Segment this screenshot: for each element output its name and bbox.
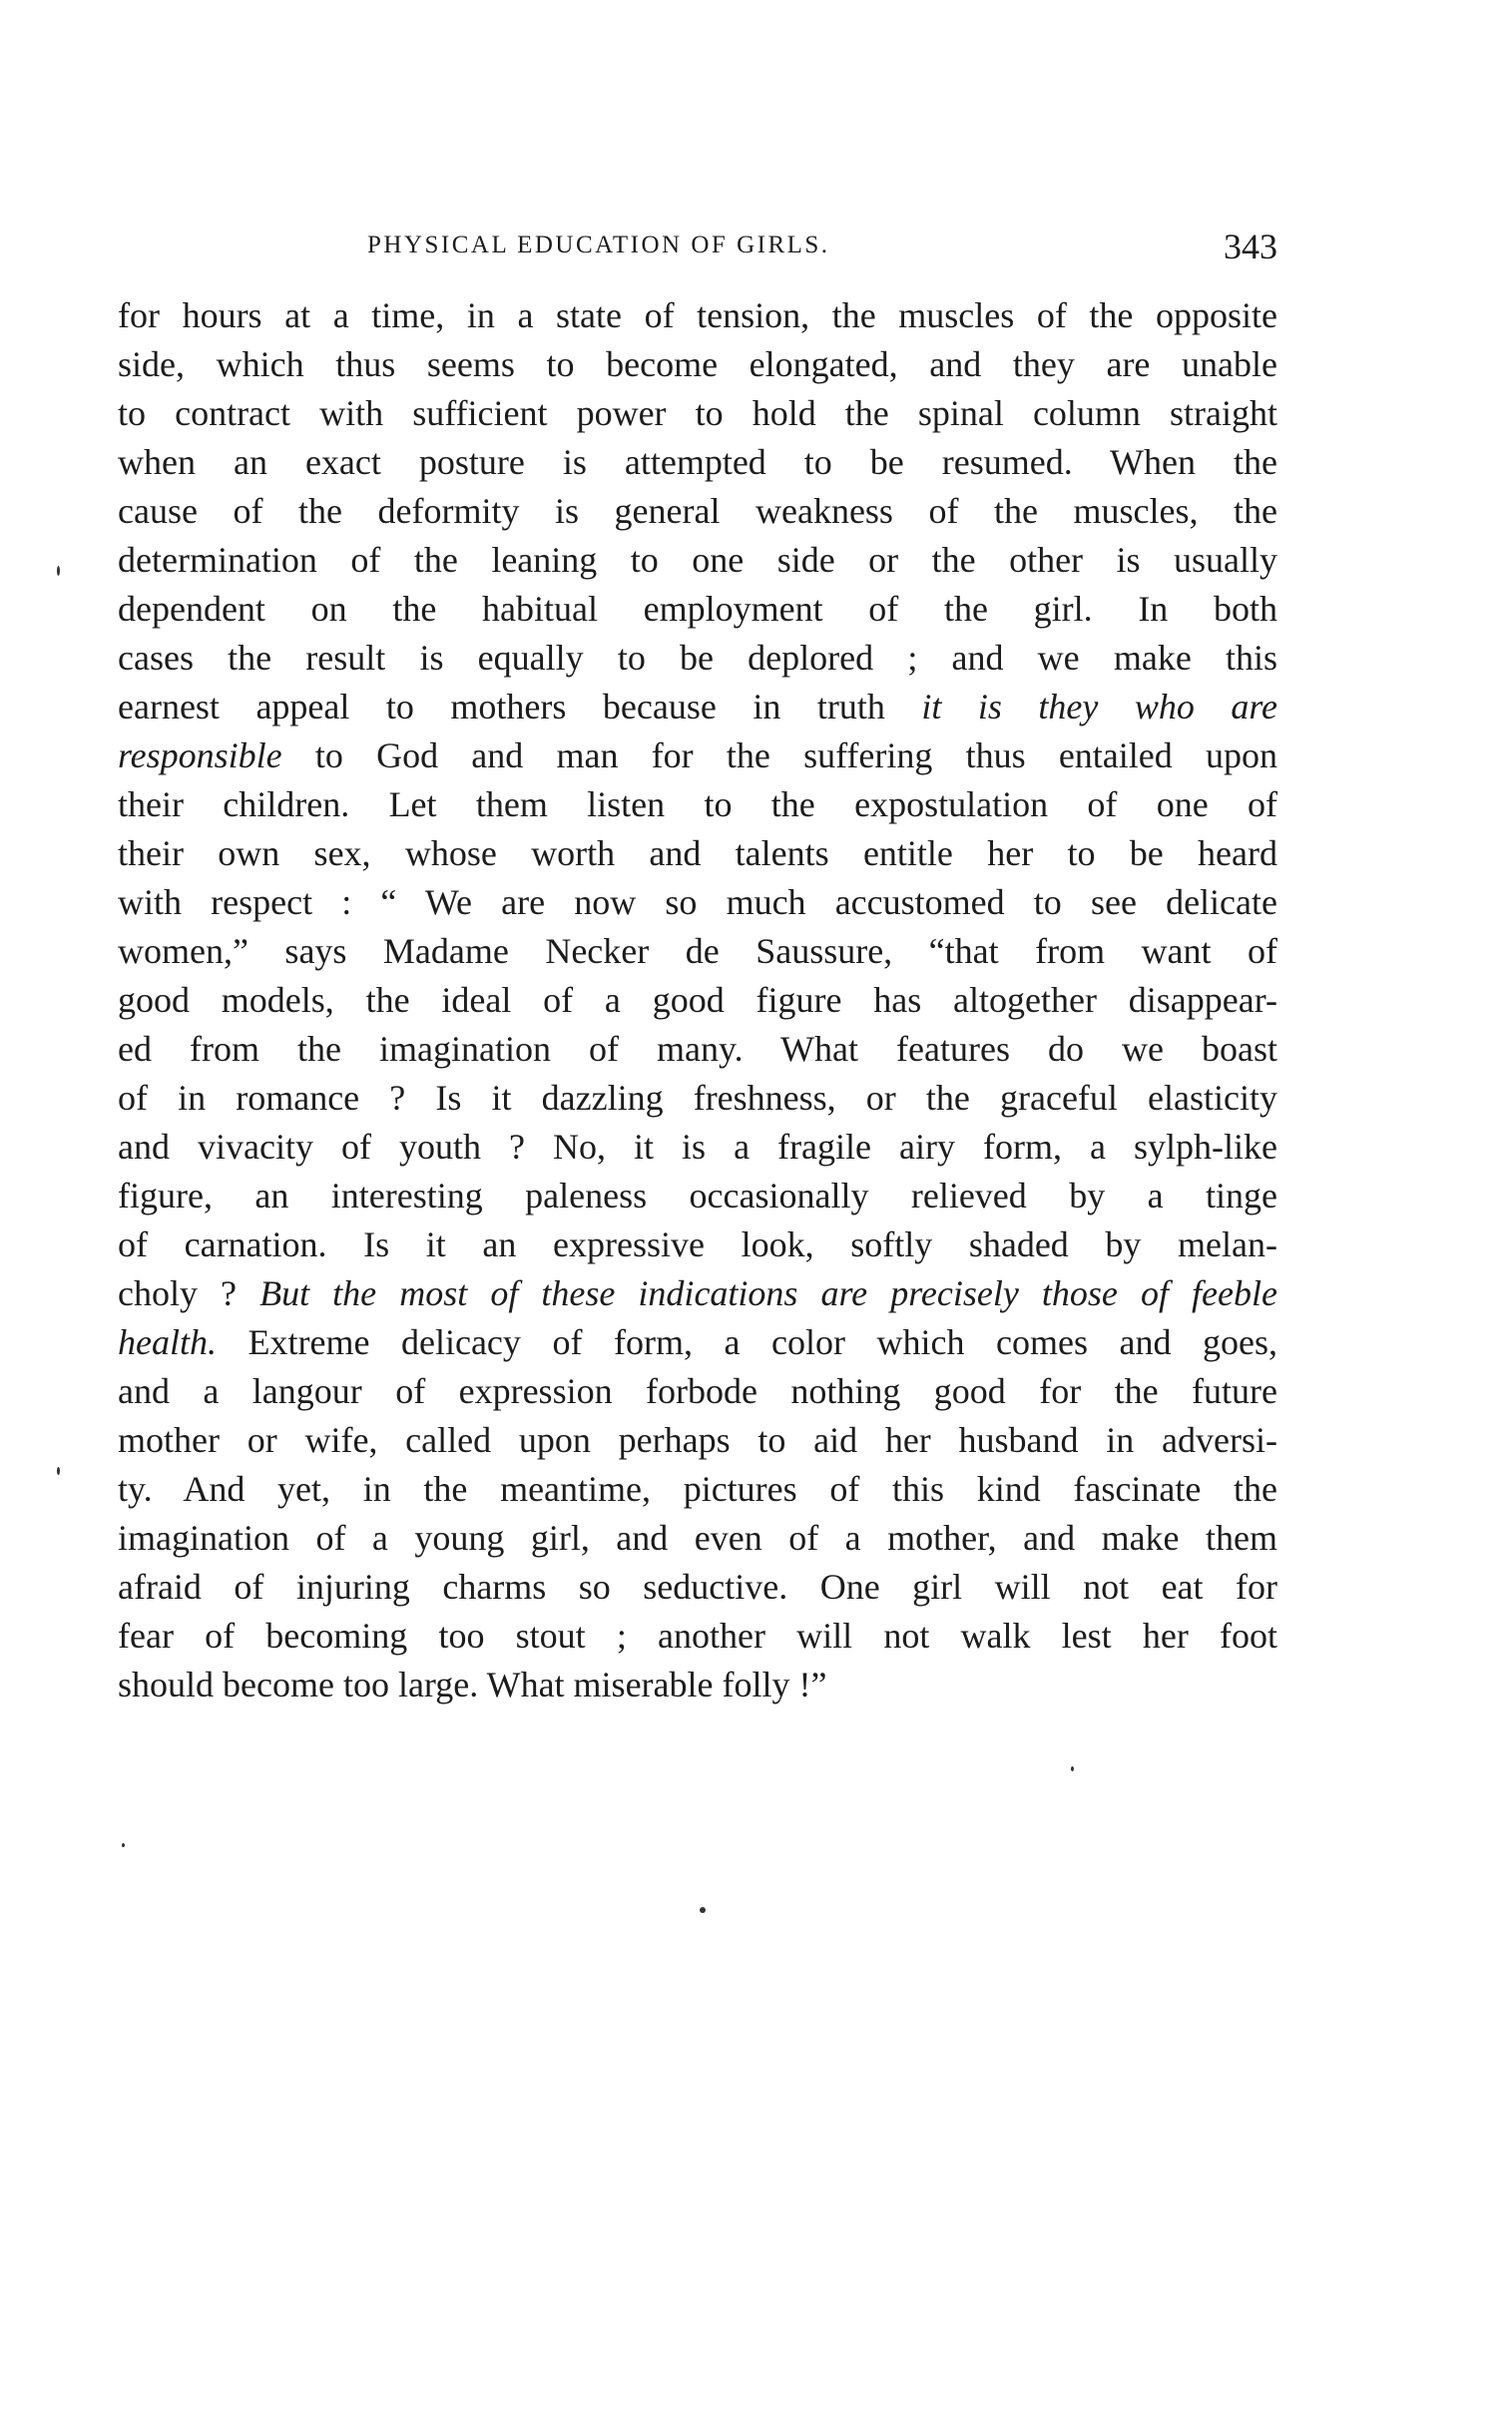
text-segment: Extreme delicacy of form, a color which comes and goes,	[216, 1322, 1277, 1362]
italic-text: But the most of these indications are precisely those of feeble	[259, 1273, 1277, 1313]
text-line	[118, 1172, 1277, 1220]
italic-text: it is they who are	[921, 687, 1277, 727]
page-number: 343	[1224, 227, 1277, 266]
text-segment: their own sex, whose worth and talents entitle her to be heard	[118, 833, 1277, 873]
text-line	[118, 291, 1277, 340]
text-line	[118, 1123, 1277, 1172]
text-line	[118, 927, 1277, 976]
text-line	[118, 731, 1277, 780]
text-line	[118, 487, 1277, 536]
body-text	[118, 291, 1277, 1709]
italic-text: health.	[118, 1322, 217, 1362]
text-line	[118, 1025, 1277, 1074]
text-segment: their children. Let them listen to the expostulation of one of	[118, 784, 1277, 824]
text-line	[118, 1074, 1277, 1123]
print-speck	[700, 1907, 706, 1913]
text-line	[118, 1612, 1277, 1661]
text-segment: dependent on the habitual employment of the girl. In both	[118, 589, 1277, 629]
print-speck	[57, 566, 60, 576]
text-segment: cause of the deformity is general weakness of the muscles, the	[118, 491, 1277, 531]
print-speck	[122, 1843, 125, 1847]
text-segment: for hours at a time, in a state of tension, the muscles of the opposite	[118, 295, 1277, 335]
text-line	[118, 1661, 1277, 1709]
running-title: PHYSICAL EDUCATION OF GIRLS.	[367, 232, 830, 258]
text-segment: to contract with sufficient power to hold the spinal column straight	[118, 393, 1277, 433]
text-line	[118, 878, 1277, 927]
text-segment: imagination of a young girl, and even of a mother, and make them	[118, 1518, 1277, 1558]
text-line	[118, 1416, 1277, 1465]
text-segment: afraid of injuring charms so seductive. One girl will not eat for	[118, 1567, 1277, 1607]
text-segment: and vivacity of youth ? No, it is a fragile airy form, a sylph-like	[118, 1127, 1277, 1167]
text-line	[118, 1220, 1277, 1269]
text-segment: of in romance ? Is it dazzling freshness, or the graceful elasticity	[118, 1078, 1277, 1118]
text-line	[118, 1318, 1277, 1367]
text-line	[118, 976, 1277, 1025]
text-segment: should become too large. What miserable folly !”	[118, 1665, 827, 1704]
text-segment: to God and man for the suffering thus entailed upon	[281, 735, 1277, 775]
text-segment: cases the result is equally to be deplored ; and we make this	[118, 638, 1277, 678]
text-line	[118, 780, 1277, 829]
text-segment: good models, the ideal of a good figure has altogether disappear-	[118, 980, 1277, 1020]
text-segment: women,” says Madame Necker de Saussure, “that from want of	[118, 931, 1277, 971]
text-line	[118, 340, 1277, 389]
text-segment: mother or wife, called upon perhaps to aid her husband in adversi-	[118, 1420, 1277, 1460]
text-segment: ed from the imagination of many. What features do we boast	[118, 1029, 1277, 1069]
text-line	[118, 389, 1277, 438]
italic-text: responsible	[118, 735, 282, 775]
running-head	[118, 226, 1277, 275]
text-segment: ty. And yet, in the meantime, pictures of this kind fascinate the	[118, 1469, 1277, 1509]
text-segment: with respect : “ We are now so much accustomed to see delicate	[118, 882, 1277, 922]
text-line	[118, 1269, 1277, 1318]
text-line	[118, 1563, 1277, 1612]
print-speck	[1071, 1766, 1074, 1771]
text-line	[118, 438, 1277, 487]
text-line	[118, 585, 1277, 634]
text-line	[118, 829, 1277, 878]
text-segment: choly ?	[118, 1273, 260, 1313]
text-segment: determination of the leaning to one side or the other is usually	[118, 540, 1277, 580]
text-segment: of carnation. Is it an expressive look, softly shaded by melan-	[118, 1224, 1277, 1264]
text-segment: when an exact posture is attempted to be resumed. When the	[118, 442, 1277, 482]
text-segment: fear of becoming too stout ; another will not walk lest her foot	[118, 1616, 1277, 1656]
text-line	[118, 1367, 1277, 1416]
print-speck	[57, 1467, 60, 1475]
text-line	[118, 1514, 1277, 1563]
text-line	[118, 683, 1277, 731]
text-line	[118, 634, 1277, 683]
text-segment: figure, an interesting paleness occasionally relieved by a tinge	[118, 1176, 1277, 1215]
text-segment: and a langour of expression forbode nothing good for the future	[118, 1371, 1277, 1411]
text-segment: side, which thus seems to become elongated, and they are unable	[118, 344, 1277, 384]
text-segment: earnest appeal to mothers because in truth	[118, 687, 922, 727]
text-line	[118, 1465, 1277, 1514]
text-line	[118, 536, 1277, 585]
